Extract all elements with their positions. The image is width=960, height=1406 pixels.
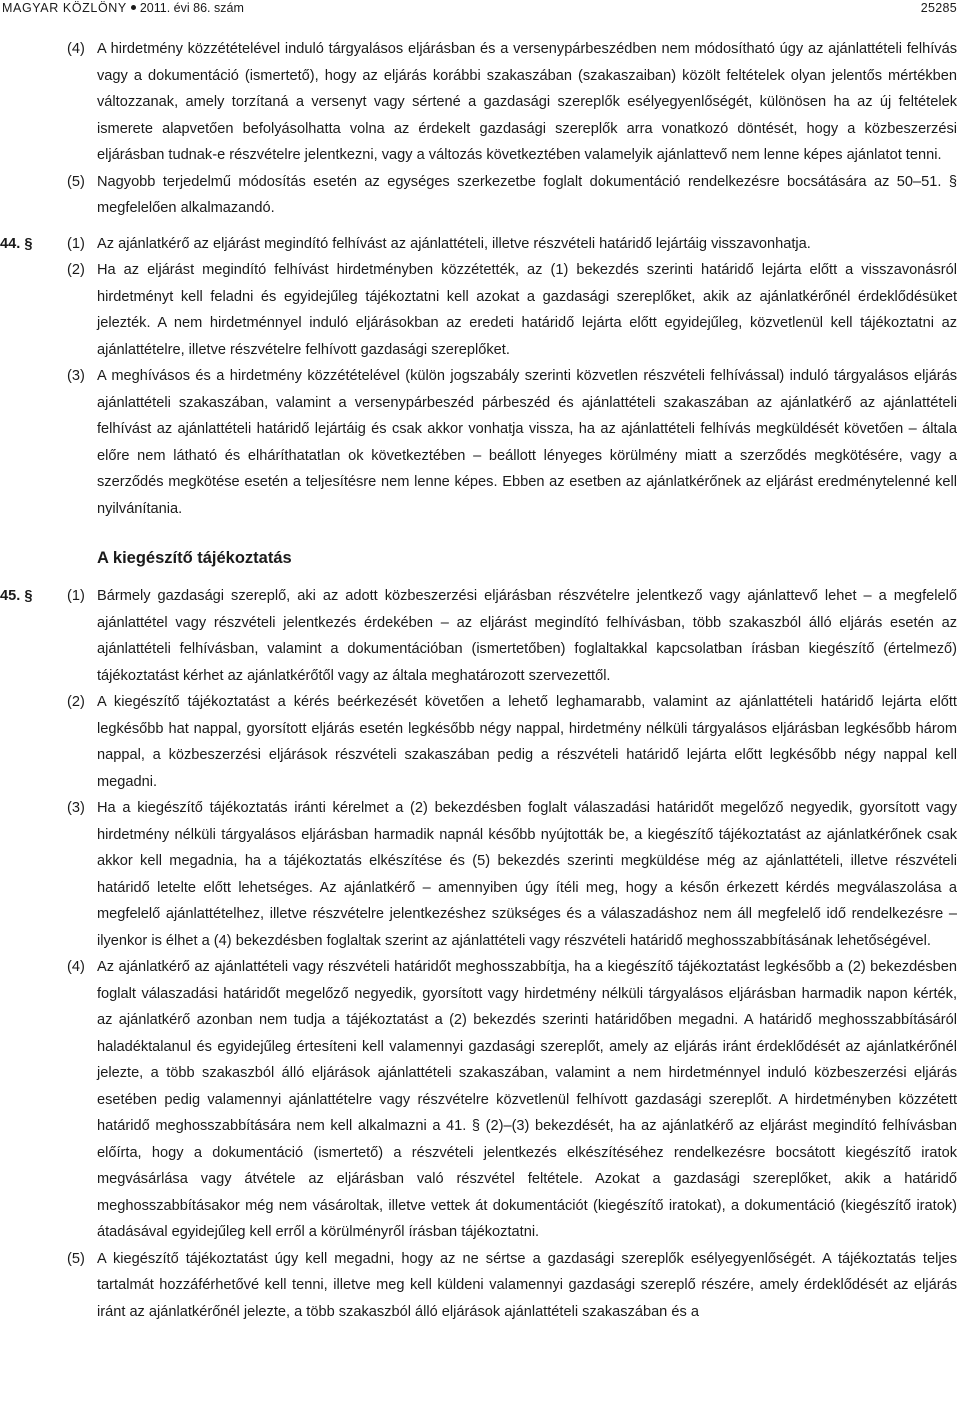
document-body: [0, 36, 960, 1325]
paragraph-text: A meghívásos és a hirdetmény közzétételével (külön jogszabály szerinti közvetlen részvételi felhívással) induló tárgyalásos eljárás ajánlattételi szakaszában, valamint a versenypárbeszéd párbeszéd és ajánlattételi szakaszában az ajánlatkérő az ajánlattételi felhívást az ajánlattételi határidő lejártáig és csak akkor vonhatja vissza, ha az ajánlattételi felhívás megküldését követően – általa előre nem látható és elháríthatatlan ok következtében – beállott lényeges körülmény miatt a szerződés megkötésére, vagy a szerződés megkötése esetén a teljesítésre nem lenne képes. Ebben az esetben az ajánlatkérőnek az eljárást eredménytelenné kell nyilvánítania.: [97, 368, 957, 517]
paragraph-number: (1): [67, 235, 85, 252]
paragraph-text: Ha a kiegészítő tájékoztatás iránti kérelmet a (2) bekezdésben foglalt válaszadási határidőt megelőző negyedik, gyorsított vagy hirdetmény nélküli tárgyalásos eljárásban harmadik napnál később nyújtották be, a kiegészítő tájékoztatást az ajánlatkérőnek csak akkor kell megadnia, ha a tájékoztatás elkészítése és (5) bekezdés szerinti megküldése még az ajánlattételi, illetve részvételi határidő letelte előtt lehetséges. Az ajánlatkérő – amennyiben úgy ítéli meg, hogy a későn érkezett kérdés megválaszolása a megfelelő ajánlattételhez, illetve részvételre jelentkezéshez szükséges és a válaszadáshoz nem áll megfelelő idő rendelkezésre – ilyenkor is élhet a (4) bekezdésben foglaltak szerint az ajánlattételi vagy részvételi határidő meghosszabbításának lehetőségével.: [97, 800, 957, 949]
bullet-separator: [131, 5, 136, 10]
paragraph-number: (3): [67, 800, 85, 816]
section-44-paragraph-1: [0, 231, 960, 258]
paragraph-5: [0, 169, 960, 222]
section-45-paragraph-2: [0, 689, 960, 795]
section-number: 45. §: [0, 588, 33, 604]
paragraph-number: (2): [67, 694, 85, 710]
paragraph-text: A kiegészítő tájékoztatást úgy kell megadni, hogy az ne sértse a gazdasági szereplők esélyegyenlőségét. A tájékoztatás teljes tartalmát hozzáférhetővé kell tenni, illetve meg kell küldeni valamennyi gazdasági szereplő részére, amely érdeklődését az eljárás iránt az ajánlatkérőnél jelezte, a több szakaszból álló eljárások ajánlattételi szakaszában és a: [97, 1250, 957, 1320]
paragraph-number: (5): [67, 1250, 85, 1267]
paragraph-text: Ha az eljárást megindító felhívást hirdetményben közzétették, az (1) bekezdés szerinti határidő lejárta előtt a visszavonásról hirdetményt kell feladni és egyidejűleg tájékoztatni kell azokat a gazdasági szereplőket, akik az ajánlatkérőnél érdeklődésüket jelezték. A nem hirdetménnyel induló eljárásokban az eredeti határidő lejárta előtt egyidejűleg, közvetlenül kell tájékoztatni az ajánlattételre, illetve részvételre felhívott gazdasági szereplőket.: [97, 262, 957, 358]
paragraph-number: (2): [67, 262, 85, 278]
paragraph-text: Bármely gazdasági szereplő, aki az adott közbeszerzési eljárásban részvételre jelentkező vagy ajánlattevő lehet – a megfelelő ajánlattétel vagy részvételi jelentkezés érdekében – az eljárást megindító felhívásban, több szakaszból álló eljárás esetén az ajánlattételi felhívásban, valamint a dokumentációban (ismertetőben) foglaltakkal kapcsolatban írásban kiegészítő (értelmező) tájékoztatást kérhet az ajánlatkérőtől vagy az általa meghatározott szervezettől.: [97, 588, 957, 684]
page-number: 25285: [920, 1, 957, 15]
section-45-paragraph-5: [0, 1246, 960, 1326]
paragraph-number: (4): [67, 41, 85, 57]
paragraph-number: (4): [67, 959, 85, 975]
journal-info: [2, 1, 244, 15]
issue-label: 2011. évi 86. szám: [139, 1, 244, 15]
section-45-paragraph-1: [0, 583, 960, 689]
paragraph-text: A kiegészítő tájékoztatást a kérés beérkezését követően a lehető leghamarabb, valamint az ajánlattételi határidő lejárta előtt legkésőbb hat nappal, gyorsított eljárás esetén legkésőbb négy nappal, hirdetmény nélküli tárgyalásos eljárásban legkésőbb három nappal, a közbeszerzési eljárások részvételi szakaszában pedig a részvételi határidő lejárta előtt legkésőbb négy nappal kell megadni.: [97, 694, 957, 790]
paragraph-text: A hirdetmény közzétételével induló tárgyalásos eljárásban és a versenypárbeszédben nem módosítható úgy az ajánlattételi felhívás vagy a dokumentáció (ismertető), hogy az eljárás korábbi szakaszában (szakaszaiban) közölt feltételek olyan jelentős mértékben változzanak, amely torzítaná a versenyt vagy sértené a gazdasági szereplők esélyegyenlőségét, különösen ha az új feltételek ismerete alapvetően befolyásolhatta volna az érdekelt gazdasági szereplők arra vonatkozó döntését, hogy a közbeszerzési eljárásban tudnak-e részvételre jelentkezni, vagy a változás következtében valamelyik ajánlattevő nem lenne képes ajánlatot tenni.: [97, 41, 957, 163]
section-number: 44. §: [0, 235, 33, 252]
page-header: [0, 0, 960, 16]
journal-title: MAGYAR KÖZLÖNY: [2, 1, 127, 15]
section-45-paragraph-3: [0, 795, 960, 954]
section-44-paragraph-2: [0, 257, 960, 363]
paragraph-4: [0, 36, 960, 169]
paragraph-text: Nagyobb terjedelmű módosítás esetén az egységes szerkezetbe foglalt dokumentáció rendelkezésre bocsátására az 50–51. § megfelelően alkalmazandó.: [97, 173, 957, 216]
paragraph-number: (3): [67, 368, 85, 384]
paragraph-text: Az ajánlatkérő az ajánlattételi vagy részvételi határidőt meghosszabbítja, ha a kiegészítő tájékoztatást legkésőbb a (2) bekezdésben foglalt válaszadási határidőt megelőző negyedik, gyorsított vagy hirdetmény nélküli tárgyalásos eljárásban harmadik napon kérték, az ajánlatkérő azonban nem tudja a tájékoztatást a (2) bekezdés szerinti határidőben megadni. A határidő meghosszabbításáról haladéktalanul és egyidejűleg értesíteni kell valamennyi gazdasági szereplőt, amely az eljárás iránt érdeklődését az ajánlatkérőnél jelezte, a több szakaszból álló eljárások ajánlattételi szakaszában, valamint a nem hirdetménnyel induló közbeszerzési eljárás esetében pedig valamennyi ajánlattételre vagy részvételre közvetlenül felhívott gazdasági szereplőt. A hirdetményben közzétett határidő meghosszabbítására nem kell alkalmazni a 41. § (2)–(3) bekezdését, ha az ajánlatkérő az eljárást megindító felhívásban előírta, hogy a dokumentáció (ismertető) a részvételi jelentkezés elkészítéséhez rendelkezésre bocsátott kiegészítő iratok megvásárlása vagy átvétele az eljárásban való részvétel feltétele. Azokat a gazdasági szereplőket, akik a határidő meghosszabbításakor még nem vásároltak, illetve vettek át dokumentációt (kiegészítő iratokat), a dokumentáció (kiegészítő iratok) átadásával egyidejűleg kell erről a körülményről írásban tájékoztatni.: [97, 959, 957, 1240]
section-45-paragraph-4: [0, 954, 960, 1246]
paragraph-text: Az ajánlatkérő az eljárást megindító felhívást az ajánlattételi, illetve részvételi határidő lejártáig visszavonhatja.: [97, 235, 811, 252]
section-44-paragraph-3: [0, 363, 960, 522]
section-heading: A kiegészítő tájékoztatás: [97, 549, 292, 567]
paragraph-number: (5): [67, 173, 85, 190]
paragraph-number: (1): [67, 588, 85, 604]
